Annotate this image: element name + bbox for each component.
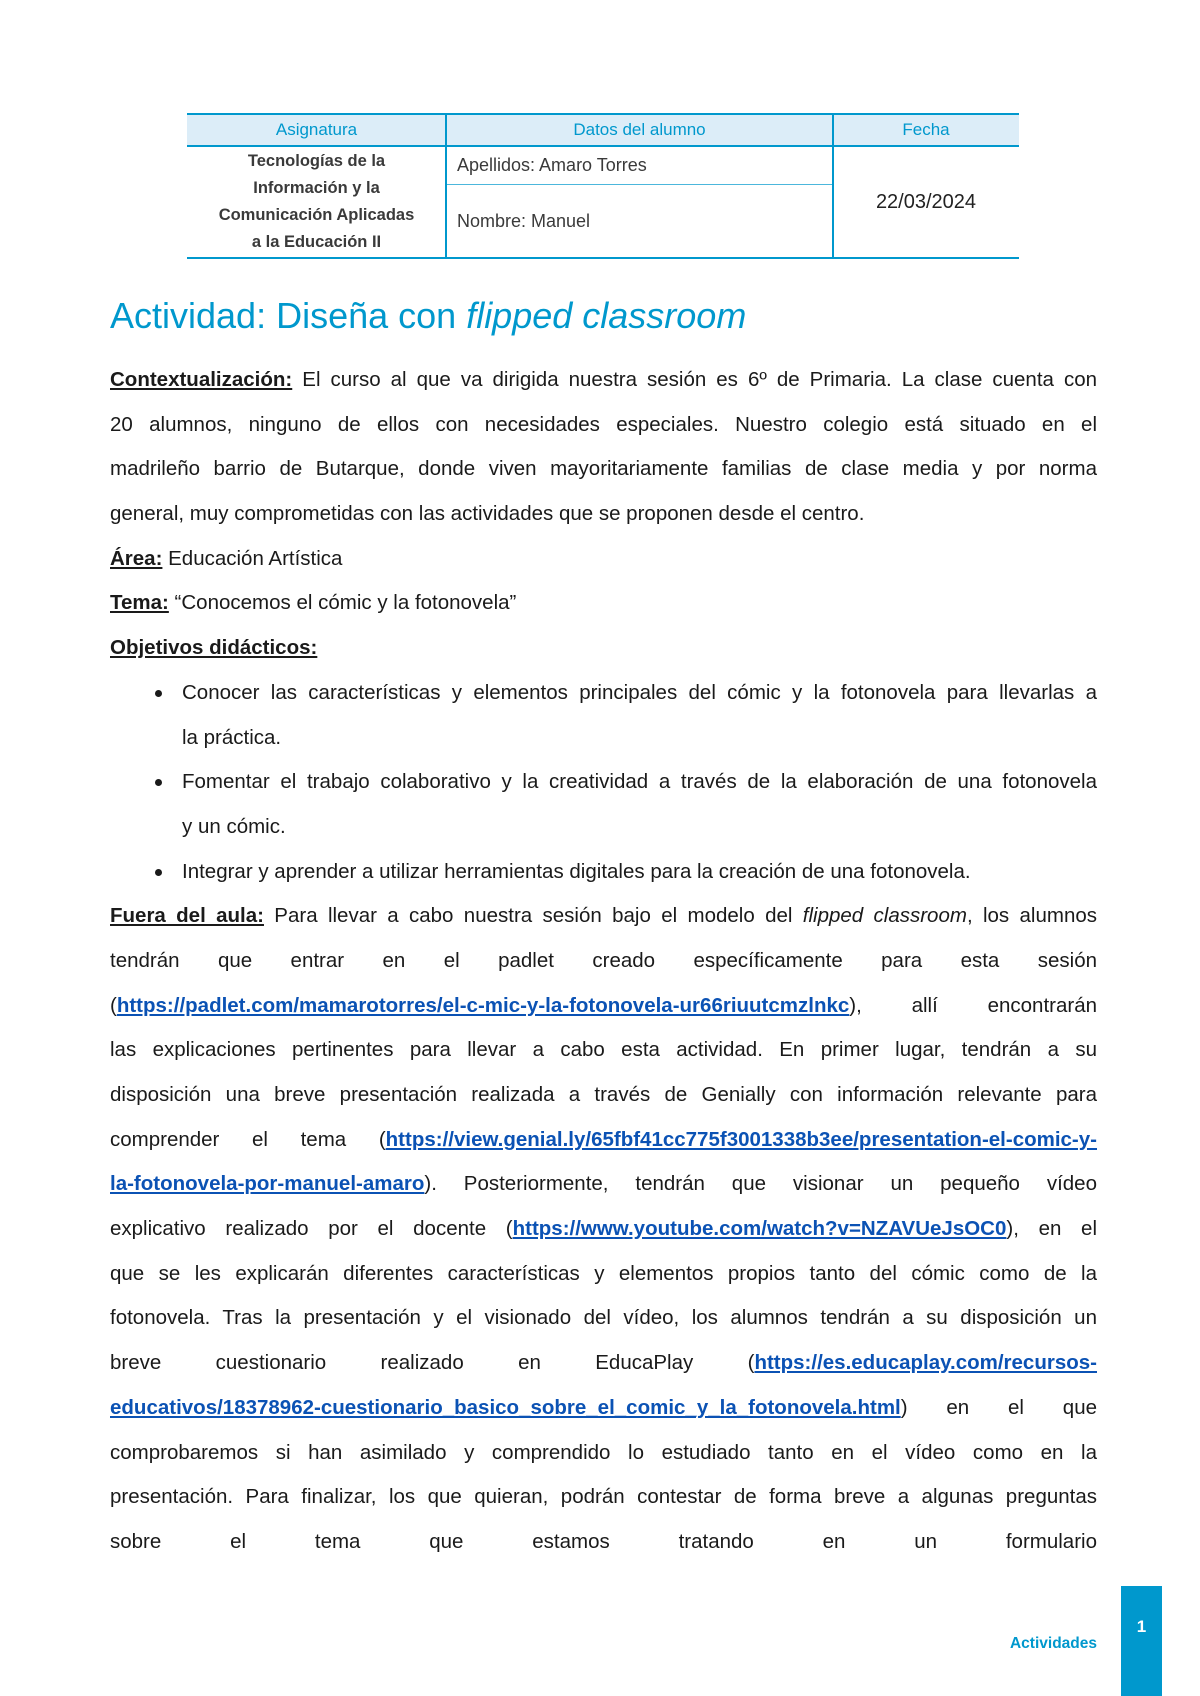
page-title [110,296,746,336]
paragraph-objetivos [110,626,1097,671]
text-run: “Conocemos el cómic y la fotonovela” [168,591,517,615]
text-run: Fomentar el trabajo colaborativo y la creatividad a través de la elaboración de una fotonovela [182,770,1097,794]
text-run: explicativo realizado por el docente ( [110,1217,513,1241]
text-run: breve cuestionario realizado en EducaPlay ( [110,1351,755,1375]
text-line [182,850,1097,895]
text-line [110,447,1097,492]
text-line [110,1386,1097,1431]
page-number: 1 [1136,1617,1147,1636]
paragraph-tema [110,581,1097,626]
text-run: sobre el tema que estamos tratando en un formulario [110,1529,1097,1553]
text-line [182,760,1097,805]
text-run: madrileño barrio de Butarque, donde viven mayoritariamente familias de clase media y por norma [110,457,1097,481]
text-line [110,1073,1097,1118]
paragraph-contextualizacion [110,358,1097,537]
text-line [110,1296,1097,1341]
asignatura-line: Comunicación Aplicadas [218,206,415,224]
hyperlink[interactable]: https://padlet.com/mamarotorres/el-c-mic-y-la-fotonovela-ur66riuutcmzlnkc [116,993,850,1017]
hyperlink[interactable]: la-fotonovela-por-manuel-amaro [110,1172,425,1196]
asignatura-line: Tecnologías de la [247,152,386,170]
asignatura-header: Asignatura [187,113,446,146]
apellidos-field: Apellidos: Amaro Torres [457,154,647,175]
hyperlink[interactable]: https://es.educaplay.com/recursos- [754,1351,1097,1375]
text-run: 20 alumnos, ninguno de ellos con necesidades especiales. Nuestro colegio está situado en el [110,412,1097,436]
table-column-divider [832,113,834,259]
text-line [110,1341,1097,1386]
text-run: comprobaremos si han asimilado y comprendido lo estudiado tanto en el vídeo como en la [110,1440,1097,1464]
table-header-divider [187,145,1019,147]
table-bottom-border [187,257,1019,259]
list-item [110,760,1097,849]
text-run: Integrar y aprender a utilizar herramientas digitales para la creación de una fotonovela. [182,859,971,883]
text-line [110,1475,1097,1520]
text-run: , los alumnos [966,904,1097,928]
text-run: las explicaciones pertinentes para llevar a cabo esta actividad. En primer lugar, tendrán a su [110,1038,1097,1062]
text-line [110,537,1097,582]
objetivos-list [110,671,1097,894]
bullet-icon [155,869,162,876]
text-run: fotonovela. Tras la presentación y el visionado del vídeo, los alumnos tendrán a su disposición un [110,1306,1097,1330]
text-run: y un cómic. [182,814,286,838]
text-line [110,1118,1097,1163]
nombre-field: Nombre: Manuel [457,210,591,231]
document-body [110,358,1097,1565]
paragraph-fuera-del-aula [110,894,1097,1564]
asignatura-line: Información y la [253,179,380,197]
text-line [110,403,1097,448]
text-line [110,358,1097,403]
text-run: general, muy comprometidas con las actividades que se proponen desde el centro. [110,502,865,526]
text-line [110,984,1097,1029]
asignatura-line: a la Educación II [251,233,382,251]
text-line [110,626,1097,671]
text-line [110,1252,1097,1297]
field-label: Fuera del aula: [110,904,264,928]
text-line [110,939,1097,984]
list-item [110,671,1097,760]
text-run: ), allí encontrarán [849,993,1097,1017]
text-run: disposición una breve presentación realizada a través de Genially con información relevante para [110,1083,1097,1106]
title-emphasis: flipped classroom [466,295,747,336]
student-info-table [187,113,1019,259]
list-item [110,850,1097,895]
field-label: Área: [110,546,163,570]
field-label: Tema: [110,591,169,615]
field-label: Objetivos didácticos: [110,636,318,660]
page-number-box [1121,1586,1162,1696]
text-run: Conocer las características y elementos principales del cómic y la fotonovela para llevarlas a [182,680,1097,704]
text-line [110,1162,1097,1207]
hyperlink[interactable]: https://view.genial.ly/65fbf41cc775f3001338b3ee/presentation-el-comic-y- [385,1127,1097,1151]
text-run: la práctica. [182,725,282,749]
table-row-divider [446,184,833,185]
text-run: que se les explicarán diferentes características y elementos propios tanto del cómic como de la [110,1261,1097,1285]
text-run: ) en el que [900,1395,1097,1419]
emphasis-text: flipped classroom [802,904,967,928]
hyperlink[interactable]: https://www.youtube.com/watch?v=NZAVUeJsOC0 [512,1217,1007,1241]
text-line [110,581,1097,626]
text-line [110,1028,1097,1073]
field-label: Contextualización: [110,368,293,391]
text-run: El curso al que va dirigida nuestra sesión es 6º de Primaria. La clase cuenta con [292,368,1097,391]
text-line [182,671,1097,716]
text-run: presentación. Para finalizar, los que quieran, podrán contestar de forma breve a algunas preguntas [110,1485,1097,1509]
text-line [182,805,1097,850]
text-line [110,1520,1097,1565]
text-line [110,1431,1097,1476]
table-column-divider [445,113,447,259]
footer-section-label: Actividades [1009,1635,1097,1652]
fecha-header: Fecha [833,113,1019,146]
text-line [110,1207,1097,1252]
text-run: ). Posteriormente, tendrán que visionar un pequeño vídeo [424,1172,1097,1196]
asignatura-value [187,146,446,258]
datos-alumno-header: Datos del alumno [446,113,833,146]
fecha-value: 22/03/2024 [875,190,977,213]
title-text: Actividad: Diseña con [110,295,467,336]
text-run: Educación Artística [162,546,343,570]
bullet-icon [155,779,162,786]
text-run: ( [110,993,117,1017]
text-run: ), en el [1006,1217,1097,1241]
text-line [110,492,1097,537]
paragraph-area [110,537,1097,582]
hyperlink[interactable]: educativos/18378962-cuestionario_basico_sobre_el_comic_y_la_fotonovela.html [110,1395,901,1419]
text-run: Para llevar a cabo nuestra sesión bajo el modelo del [263,904,803,928]
text-line [182,716,1097,761]
text-run: tendrán que entrar en el padlet creado específicamente para esta sesión [110,948,1097,972]
text-run: comprender el tema ( [110,1127,386,1151]
text-line [110,894,1097,939]
bullet-icon [155,690,162,697]
table-top-border [187,113,1019,115]
